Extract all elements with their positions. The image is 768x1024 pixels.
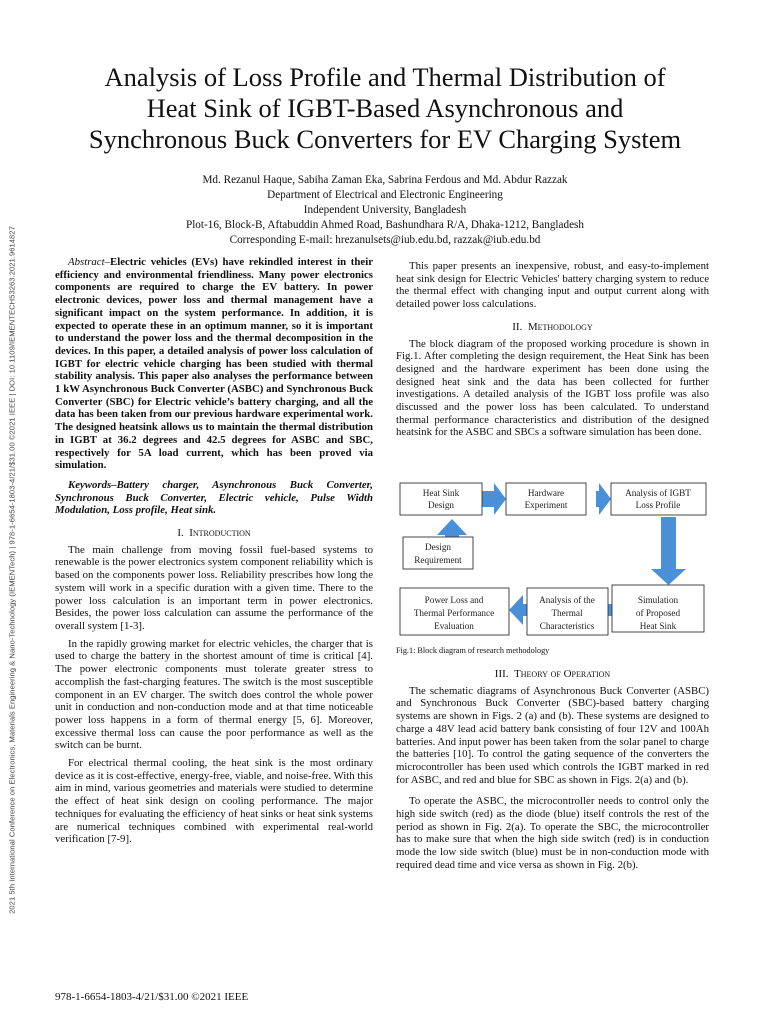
author-names: Md. Rezanul Haque, Sabiha Zaman Eka, Sabrina Ferdous and Md. Abdur Razzak (202, 174, 568, 186)
intro-paragraph: In the rapidly growing market for electric vehicles, the charger that is used to charge the battery in the shortest amount of time is critical [4]. The power electronic components must tolerate greater stress to accomplish the fast-charging features. The switch is the most susceptible component in an EV charger. The switch does control the whole power unit in conduction and non-conduction mode and at that time noticeable power loss happens in a form of thermal energy [5, 6]. Moreover, excessive thermal loss can cause the poor performance as well as the switch can be burnt. (55, 637, 373, 752)
arrow-up-icon (437, 519, 467, 537)
arrow-right-icon (596, 483, 611, 515)
department: Department of Electrical and Electronic Engineering (267, 189, 503, 201)
section-number: II. (512, 320, 523, 333)
theory-paragraph: To operate the ASBC, the microcontroller needs to control only the high side switch (red) as the diode (blue) itself controls the rest of the period as shown in Fig. 2(a). To operate the SBC, the microcontroller has to make sure that when the high side switch (red) is in conduction mode the low side switch (blue) must be in non-conduction mode with required dead time and vice versa as shown in Fig. 2(b). (396, 795, 709, 871)
left-column (55, 256, 373, 846)
section-title: Methodology (527, 320, 593, 333)
diagram-label: Power Loss and (424, 595, 484, 605)
method-paragraph: The block diagram of the proposed working procedure is shown in Fig.1. After completing the design requirement, the Heat Sink has been designed and the hardware experiment has been done using the designed heat sink and the data has been collected for further investigations. A detailed analysis of the IGBT loss profile was also discussed and the power loss has been calculated. To understand thermal performance characteristics and distribution of the designed heatsink for the ASBC and SBCs a software simulation has been done. (396, 337, 709, 439)
intro-paragraph: For electrical thermal cooling, the heat sink is the most ordinary device as it is cost-effective, energy-free, viable, and noise-free. With this aim in mind, various geometries and materials were studied to determine the effect of heat sink design on cooling performance. The major techniques for evaluating the efficiency of heat sinks or heat sink systems are numerical techniques combined with experimental real-world verification [7-9]. (55, 757, 373, 846)
diagram-label: of Proposed (635, 608, 681, 618)
section-number: I. (177, 527, 184, 540)
right-column (396, 260, 709, 439)
title-line: Heat Sink of IGBT-Based Asynchronous and (146, 93, 624, 123)
abstract-label: Abstract– (68, 256, 110, 268)
arrow-down-icon (651, 517, 686, 585)
side-citation-text: 2021 5th International Conference on Electronics, Materials Engineering & Nano-Technology (IEMENTech) | 978-1-6654-1803-4/21/$31.00 ©2021 IEEE | DOI: 10.1109/IEMENTECH53263.2021.9614827 (7, 226, 17, 914)
diagram-label: Simulation (637, 595, 679, 605)
diagram-label: Characteristics (539, 621, 595, 631)
section-title: Introduction (189, 527, 251, 540)
diagram-label: Thermal (551, 608, 583, 618)
section-heading-intro (55, 527, 373, 540)
diagram-label: Hardware (527, 488, 565, 498)
diagram-label: Experiment (524, 500, 568, 510)
diagram-label: Evaluation (434, 621, 474, 631)
block-diagram (396, 477, 710, 649)
university: Independent University, Bangladesh (303, 204, 467, 216)
keywords: Keywords–Battery charger, Asynchronous Buck Converter, Synchronous Buck Converter, Electric vehicle, Pulse Width Modulation, Loss profile, Heat sink. (55, 478, 373, 517)
intro-paragraph: The main challenge from moving fossil fuel-based systems to renewable is the power electronics system component reliability which is based on the components power loss. Reliability prescribes how long the system will work in a specific duration with a given time. There to the power loss calculation is an important term in power electronics. Besides, the power loss calculation can assume the performance of the overall system [1-3]. (55, 543, 373, 632)
title-line: Analysis of Loss Profile and Thermal Distribution of (104, 62, 666, 92)
paper-title (40, 62, 730, 155)
email: Corresponding E-mail: hrezanulsets@iub.edu.bd, razzak@iub.edu.bd (229, 234, 541, 246)
section-number: III. (494, 668, 509, 680)
figure-caption: Fig.1: Block diagram of research methodology (396, 646, 550, 655)
address: Plot-16, Block-B, Aftabuddin Ahmed Road, Bashundhara R/A, Dhaka-1212, Bangladesh (185, 219, 585, 231)
arrow-left-icon (509, 595, 527, 625)
section-heading-theory (396, 668, 709, 681)
title-line: Synchronous Buck Converters for EV Charging System (88, 124, 682, 154)
arrow-right-icon (482, 483, 506, 515)
diagram-label: Thermal Performance (413, 608, 495, 618)
diagram-label: Design (424, 542, 452, 552)
diagram-label: Requirement (414, 555, 462, 565)
diagram-label: Design (427, 500, 455, 510)
diagram-label: Heat Sink (422, 488, 460, 498)
diagram-label: Analysis of the (539, 595, 595, 605)
diagram-label: Analysis of IGBT (625, 488, 691, 498)
right-intro-paragraph: This paper presents an inexpensive, robust, and easy-to-implement heat sink design for Electric Vehicles' battery charging system to reduce the thermal effect with changing input and output current along with detailed power loss calculations. (396, 260, 709, 311)
footer-copyright: 978-1-6654-1803-4/21/$31.00 ©2021 IEEE (55, 991, 249, 1003)
diagram-label: Loss Profile (635, 500, 681, 510)
right-column-lower (396, 668, 709, 872)
abstract (55, 256, 373, 472)
side-citation (4, 160, 20, 980)
diagram-label: Heat Sink (639, 621, 677, 631)
abstract-text: Electric vehicles (EVs) have rekindled interest in their efficiency and environmental friendliness. Many power electronics components are required to charge the EV battery. In power electronic devices, power loss and thermal management have a significant impact on the system performance. In addition, it is expected to operate these in an optimum manner, so it is important to understand the power loss and the thermal decomposition in the devices. In this paper, a detailed analysis of power loss calculation of IGBT for electric vehicle charging has been studied with thermal stability analysis. This paper also analyses the performance between 1 kW Asynchronous Buck Converter (ASBC) and Synchronous Buck Converter (SBC) for Electric vehicle’s battery charging, and all the data has been taken from our previous hardware experimental work. The designed heatsink allows us to maintain the thermal distribution in IGBT at 36.2 degrees and 42.5 degrees for ASBC and SBC, respectively for 5A load current, which has been proved via simulation. (55, 256, 373, 472)
author-block (40, 173, 730, 248)
section-title: Theory of Operation (514, 668, 611, 680)
theory-paragraph: The schematic diagrams of Asynchronous Buck Converter (ASBC) and Synchronous Buck Converter (SBC)-based battery charging systems are shown in Figs. 2 (a) and (b). These systems are designed to charge a 48V lead acid battery bank consisting of four 12V and 100Ah batteries. And input power has been taken from the solar panel to charge the batteries [10]. To control the gating sequence of the converters the microcontroller has been used which controls the IGBT marked in red for ASBC, and red and blue for SBC as shown in Figs. 2(a) and (b). (396, 684, 709, 786)
section-heading-method (396, 321, 709, 334)
